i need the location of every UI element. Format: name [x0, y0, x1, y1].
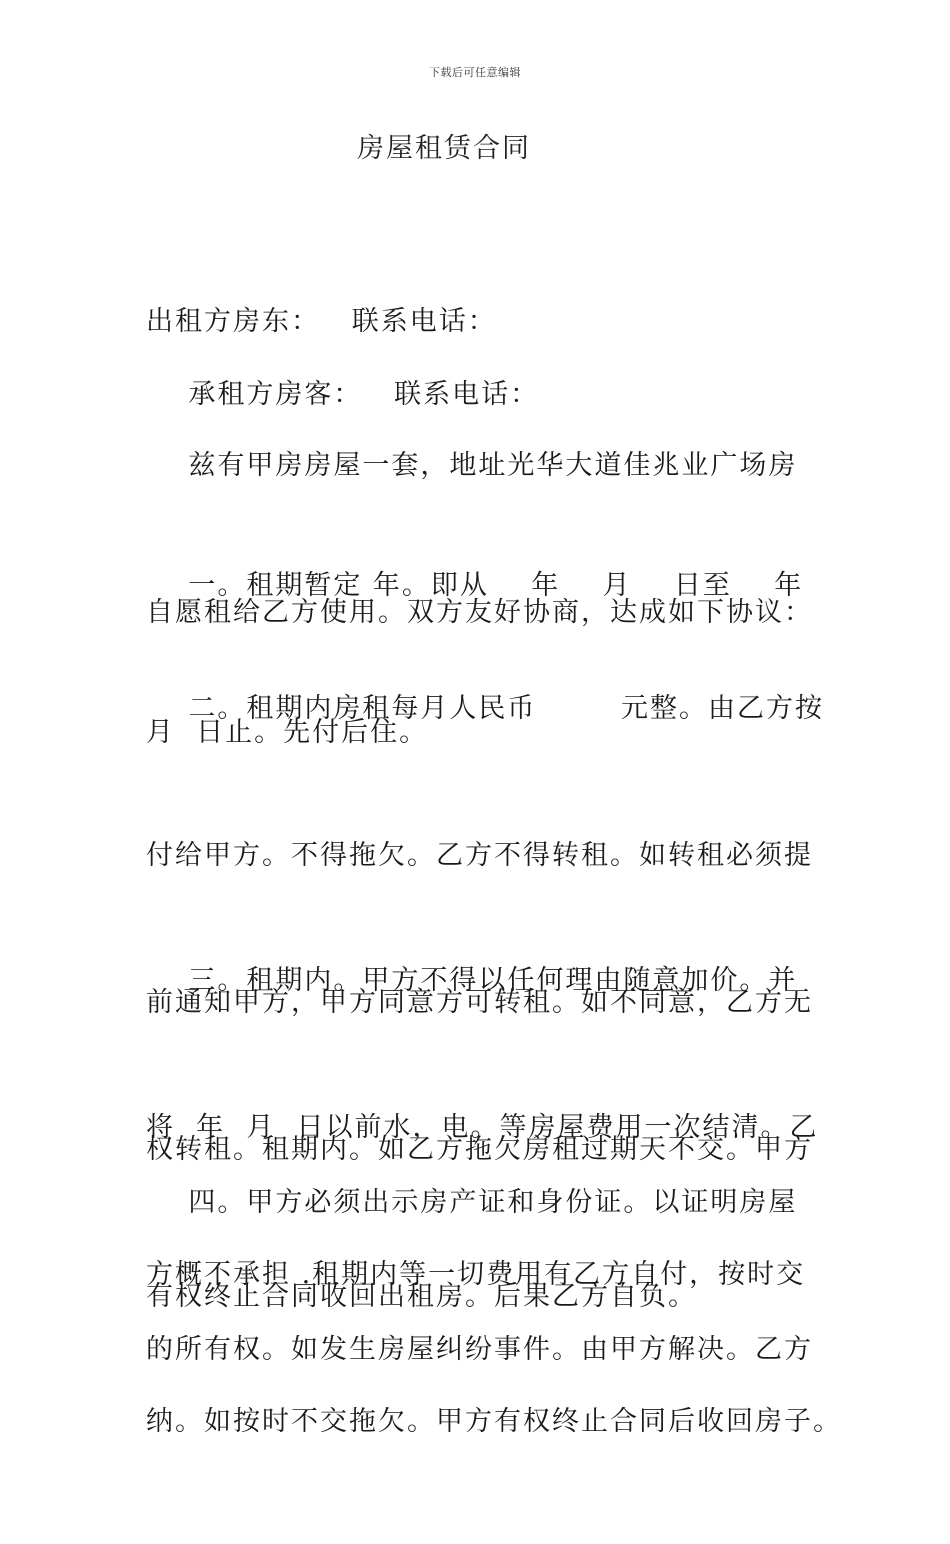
paragraph-clause-4: [146, 1080, 846, 1472]
text-line: 二。租期内房租每月人民币 元整。由乙方按: [146, 693, 824, 724]
text-line: 前通知甲方，甲方同意方可转租。如不同意，乙方无: [146, 987, 813, 1018]
document-title: 房屋租赁合同: [357, 133, 531, 164]
text-line: 纳。如按时不交拖欠。甲方有权终止合同后收回房子。: [146, 1406, 842, 1437]
text-line: 月 日止。先付后住。: [146, 717, 429, 748]
text-line: 一。租期暂定 年。即从 年 月 日至 年: [146, 570, 804, 601]
text-line: 兹有甲房房屋一套，地址光华大道佳兆业广场房: [146, 450, 798, 481]
text-line: 将 年 月 日以前水，电。等房屋费用一次结清。乙: [146, 1112, 819, 1143]
text-line: 出租方房东： 联系电话：: [146, 306, 497, 337]
text-line: 的所有权。如发生房屋纠纷事件。由甲方解决。乙方: [146, 1334, 813, 1365]
header-note: 下载后可任意编辑: [429, 66, 521, 79]
text-line: 方概不承担 .租期内等一切费用有乙方自付，按时交: [146, 1259, 806, 1290]
text-line: 权转租。租期内。如乙方拖欠房租过期天不交。甲方: [146, 1134, 813, 1165]
text-line: 三。租期内。甲方不得以任何理由随意加价。并: [146, 965, 798, 996]
text-line: 承租方房客： 联系电话：: [146, 379, 540, 410]
text-line: 四。甲方必须出示房产证和身份证。以证明房屋: [146, 1187, 798, 1218]
text-line: 有权终止合同收回出租房。后果乙方自负。: [146, 1281, 697, 1312]
text-line: 自愿租给乙方使用。双方友好协商，达成如下协议：: [146, 597, 813, 628]
text-line: 付给甲方。不得拖欠。乙方不得转租。如转租必须提: [146, 840, 813, 871]
